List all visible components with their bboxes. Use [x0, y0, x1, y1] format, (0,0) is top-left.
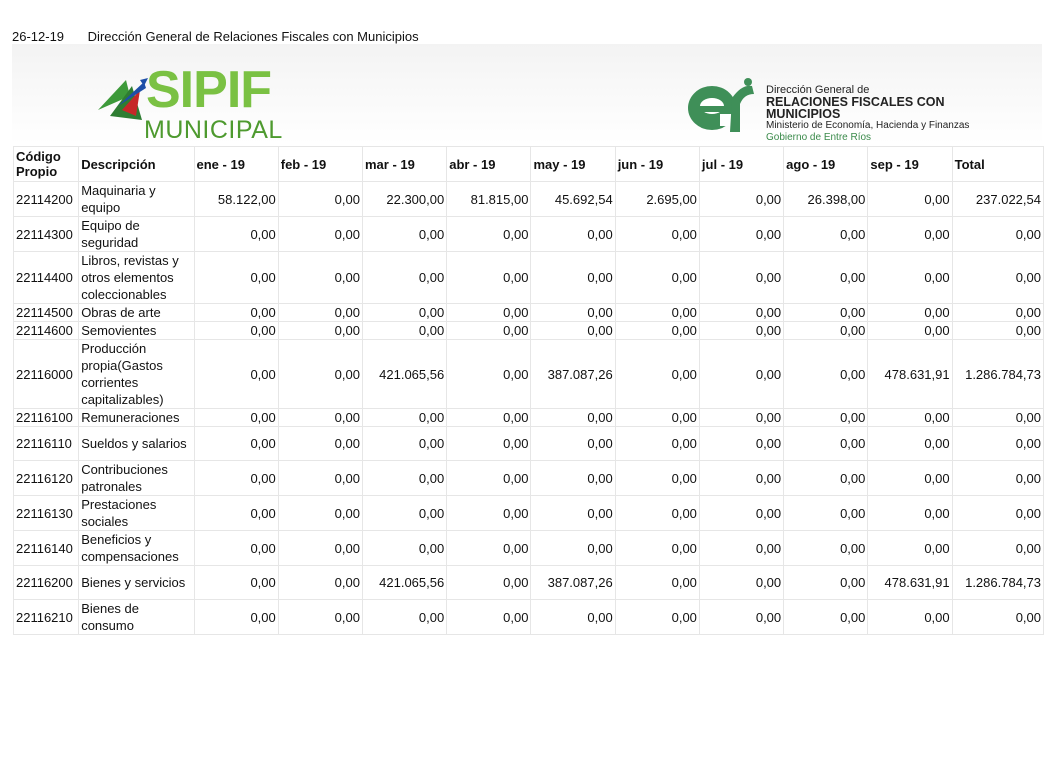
cell-value: 0,00: [784, 252, 868, 304]
cell-value: 0,00: [278, 217, 362, 252]
cell-total: 0,00: [952, 304, 1043, 322]
header-month: mar - 19: [362, 147, 446, 182]
cell-description: Libros, revistas y otros elementos coleccionables: [79, 252, 194, 304]
report-title: Dirección General de Relaciones Fiscales con Municipios: [87, 29, 419, 44]
cell-description: Remuneraciones: [79, 409, 194, 427]
cell-description: Producción propia(Gastos corrientes capitalizables): [79, 340, 194, 409]
cell-value: 0,00: [615, 340, 699, 409]
cell-code: 22116000: [14, 340, 79, 409]
cell-value: 0,00: [194, 600, 278, 635]
header-month: abr - 19: [447, 147, 531, 182]
cell-code: 22114600: [14, 322, 79, 340]
cell-value: 0,00: [362, 217, 446, 252]
cell-value: 0,00: [784, 600, 868, 635]
cell-value: 0,00: [868, 409, 952, 427]
cell-value: 0,00: [278, 427, 362, 461]
cell-value: 0,00: [278, 304, 362, 322]
cell-value: 0,00: [447, 322, 531, 340]
cell-value: 0,00: [194, 217, 278, 252]
cell-code: 22116140: [14, 531, 79, 566]
table-row: [14, 340, 1044, 409]
cell-value: 0,00: [447, 304, 531, 322]
cell-total: 237.022,54: [952, 182, 1043, 217]
cell-value: 0,00: [615, 217, 699, 252]
table-row: [14, 566, 1044, 600]
cell-value: 0,00: [362, 252, 446, 304]
cell-value: 0,00: [784, 304, 868, 322]
cell-value: 0,00: [278, 600, 362, 635]
table-row: [14, 461, 1044, 496]
cell-code: 22116120: [14, 461, 79, 496]
cell-value: 22.300,00: [362, 182, 446, 217]
cell-value: 0,00: [362, 304, 446, 322]
cell-value: 0,00: [615, 600, 699, 635]
cell-code: 22116210: [14, 600, 79, 635]
cell-value: 0,00: [447, 600, 531, 635]
header-month: jun - 19: [615, 147, 699, 182]
cell-value: 0,00: [615, 427, 699, 461]
table-header-row: [14, 147, 1044, 182]
cell-value: 0,00: [615, 409, 699, 427]
cell-total: 0,00: [952, 427, 1043, 461]
cell-value: 0,00: [447, 252, 531, 304]
cell-value: 0,00: [531, 496, 615, 531]
cell-value: 0,00: [531, 217, 615, 252]
cell-value: 0,00: [699, 600, 783, 635]
table-row: [14, 531, 1044, 566]
er-line-1: Dirección General de: [766, 84, 870, 96]
cell-value: 0,00: [362, 322, 446, 340]
cell-total: 0,00: [952, 409, 1043, 427]
cell-value: 0,00: [447, 427, 531, 461]
cell-code: 22116130: [14, 496, 79, 531]
cell-value: 0,00: [615, 566, 699, 600]
cell-value: 0,00: [868, 304, 952, 322]
cell-value: 0,00: [278, 496, 362, 531]
cell-value: 0,00: [194, 252, 278, 304]
cell-value: 0,00: [362, 496, 446, 531]
er-line-4: Gobierno de Entre Ríos: [766, 132, 872, 143]
cell-value: 0,00: [531, 322, 615, 340]
cell-value: 387.087,26: [531, 566, 615, 600]
cell-description: Contribuciones patronales: [79, 461, 194, 496]
table-row: [14, 217, 1044, 252]
cell-value: 0,00: [362, 600, 446, 635]
cell-value: 0,00: [531, 600, 615, 635]
cell-value: 0,00: [699, 217, 783, 252]
cell-value: 0,00: [699, 427, 783, 461]
report-date: 26-12-19: [12, 29, 65, 44]
cell-value: 0,00: [362, 427, 446, 461]
sipif-logo: [96, 61, 316, 146]
cell-description: Obras de arte: [79, 304, 194, 322]
cell-value: 0,00: [868, 531, 952, 566]
cell-value: 0,00: [447, 531, 531, 566]
cell-value: 0,00: [615, 496, 699, 531]
cell-description: Semovientes: [79, 322, 194, 340]
cell-value: 0,00: [447, 409, 531, 427]
cell-value: 0,00: [278, 531, 362, 566]
cell-value: 0,00: [531, 252, 615, 304]
cell-value: 0,00: [194, 566, 278, 600]
header-month: ene - 19: [194, 147, 278, 182]
cell-value: 2.695,00: [615, 182, 699, 217]
cell-value: 0,00: [278, 566, 362, 600]
sipif-wordmark: SIPIF: [146, 61, 272, 119]
table-row: [14, 427, 1044, 461]
cell-value: 0,00: [278, 461, 362, 496]
cell-value: 478.631,91: [868, 340, 952, 409]
sipif-arrow-icon: [96, 76, 148, 122]
cell-value: 0,00: [194, 427, 278, 461]
cell-value: 0,00: [699, 340, 783, 409]
cell-value: 0,00: [784, 217, 868, 252]
cell-value: 0,00: [699, 461, 783, 496]
cell-value: 0,00: [362, 461, 446, 496]
cell-value: 0,00: [784, 461, 868, 496]
cell-value: 0,00: [362, 409, 446, 427]
cell-value: 0,00: [699, 496, 783, 531]
cell-description: Equipo de seguridad: [79, 217, 194, 252]
cell-value: 421.065,56: [362, 566, 446, 600]
cell-code: 22114200: [14, 182, 79, 217]
cell-value: 0,00: [784, 427, 868, 461]
cell-value: 0,00: [447, 566, 531, 600]
cell-code: 22116200: [14, 566, 79, 600]
er-logo-text: [766, 84, 1016, 144]
cell-value: 0,00: [362, 531, 446, 566]
cell-description: Bienes y servicios: [79, 566, 194, 600]
cell-total: 0,00: [952, 322, 1043, 340]
cell-value: 0,00: [699, 322, 783, 340]
cell-description: Prestaciones sociales: [79, 496, 194, 531]
cell-total: 0,00: [952, 217, 1043, 252]
cell-value: 0,00: [194, 496, 278, 531]
cell-value: 0,00: [784, 531, 868, 566]
header-month: feb - 19: [278, 147, 362, 182]
cell-total: 0,00: [952, 461, 1043, 496]
cell-value: 0,00: [194, 531, 278, 566]
er-line-2: RELACIONES FISCALES CON MUNICIPIOS: [766, 95, 945, 121]
cell-total: 0,00: [952, 252, 1043, 304]
cell-value: 0,00: [447, 340, 531, 409]
cell-value: 45.692,54: [531, 182, 615, 217]
header-month: sep - 19: [868, 147, 952, 182]
cell-value: 0,00: [531, 531, 615, 566]
cell-value: 0,00: [278, 409, 362, 427]
cell-value: 0,00: [615, 531, 699, 566]
cell-value: 0,00: [784, 322, 868, 340]
cell-value: 0,00: [699, 304, 783, 322]
cell-code: 22114300: [14, 217, 79, 252]
cell-value: 0,00: [699, 252, 783, 304]
table-row: [14, 304, 1044, 322]
table-row: [14, 496, 1044, 531]
table-row: [14, 252, 1044, 304]
cell-value: 0,00: [531, 427, 615, 461]
cell-value: 58.122,00: [194, 182, 278, 217]
table-row: [14, 182, 1044, 217]
er-logo-icon: [686, 76, 762, 134]
cell-description: Bienes de consumo: [79, 600, 194, 635]
cell-value: 0,00: [868, 252, 952, 304]
cell-description: Beneficios y compensaciones: [79, 531, 194, 566]
cell-value: 0,00: [699, 531, 783, 566]
cell-total: 1.286.784,73: [952, 566, 1043, 600]
cell-value: 0,00: [531, 461, 615, 496]
cell-value: 0,00: [615, 322, 699, 340]
cell-value: 0,00: [784, 340, 868, 409]
table-row: [14, 600, 1044, 635]
header-code: Código Propio: [14, 147, 79, 182]
cell-value: 0,00: [615, 461, 699, 496]
cell-total: 0,00: [952, 531, 1043, 566]
cell-value: 0,00: [194, 340, 278, 409]
cell-value: 26.398,00: [784, 182, 868, 217]
cell-value: 0,00: [868, 461, 952, 496]
cell-code: 22116100: [14, 409, 79, 427]
er-logo: [686, 76, 1016, 143]
cell-description: Maquinaria y equipo: [79, 182, 194, 217]
cell-value: 0,00: [699, 182, 783, 217]
cell-code: 22114400: [14, 252, 79, 304]
cell-value: 0,00: [194, 461, 278, 496]
cell-value: 0,00: [194, 322, 278, 340]
cell-value: 0,00: [784, 566, 868, 600]
cell-value: 0,00: [615, 304, 699, 322]
cell-value: 0,00: [615, 252, 699, 304]
cell-value: 0,00: [447, 461, 531, 496]
cell-value: 421.065,56: [362, 340, 446, 409]
table-body: [14, 182, 1044, 635]
cell-value: 0,00: [531, 409, 615, 427]
cell-value: 0,00: [278, 322, 362, 340]
cell-value: 0,00: [868, 182, 952, 217]
cell-value: 0,00: [868, 496, 952, 531]
cell-total: 0,00: [952, 600, 1043, 635]
cell-value: 0,00: [699, 566, 783, 600]
er-line-3: Ministerio de Economía, Hacienda y Finanzas: [766, 120, 970, 131]
cell-total: 1.286.784,73: [952, 340, 1043, 409]
cell-total: 0,00: [952, 496, 1043, 531]
cell-value: 0,00: [868, 600, 952, 635]
cell-value: 0,00: [278, 340, 362, 409]
cell-value: 0,00: [447, 217, 531, 252]
table-row: [14, 322, 1044, 340]
cell-value: 0,00: [278, 252, 362, 304]
cell-code: 22114500: [14, 304, 79, 322]
header-desc: Descripción: [79, 147, 194, 182]
cell-value: 0,00: [868, 217, 952, 252]
report-table: [13, 146, 1044, 635]
cell-value: 0,00: [784, 409, 868, 427]
header-month: jul - 19: [699, 147, 783, 182]
cell-value: 0,00: [784, 496, 868, 531]
cell-value: 0,00: [194, 304, 278, 322]
cell-value: 0,00: [447, 496, 531, 531]
page-header: [12, 29, 419, 44]
header-month: may - 19: [531, 147, 615, 182]
cell-value: 478.631,91: [868, 566, 952, 600]
cell-value: 0,00: [868, 427, 952, 461]
cell-value: 0,00: [194, 409, 278, 427]
cell-value: 0,00: [531, 304, 615, 322]
cell-value: 0,00: [699, 409, 783, 427]
cell-value: 81.815,00: [447, 182, 531, 217]
table-row: [14, 409, 1044, 427]
cell-value: 0,00: [868, 322, 952, 340]
sipif-subtitle: MUNICIPAL: [144, 116, 283, 144]
cell-value: 0,00: [278, 182, 362, 217]
cell-code: 22116110: [14, 427, 79, 461]
cell-description: Sueldos y salarios: [79, 427, 194, 461]
cell-value: 387.087,26: [531, 340, 615, 409]
header-month: ago - 19: [784, 147, 868, 182]
header-total: Total: [952, 147, 1043, 182]
